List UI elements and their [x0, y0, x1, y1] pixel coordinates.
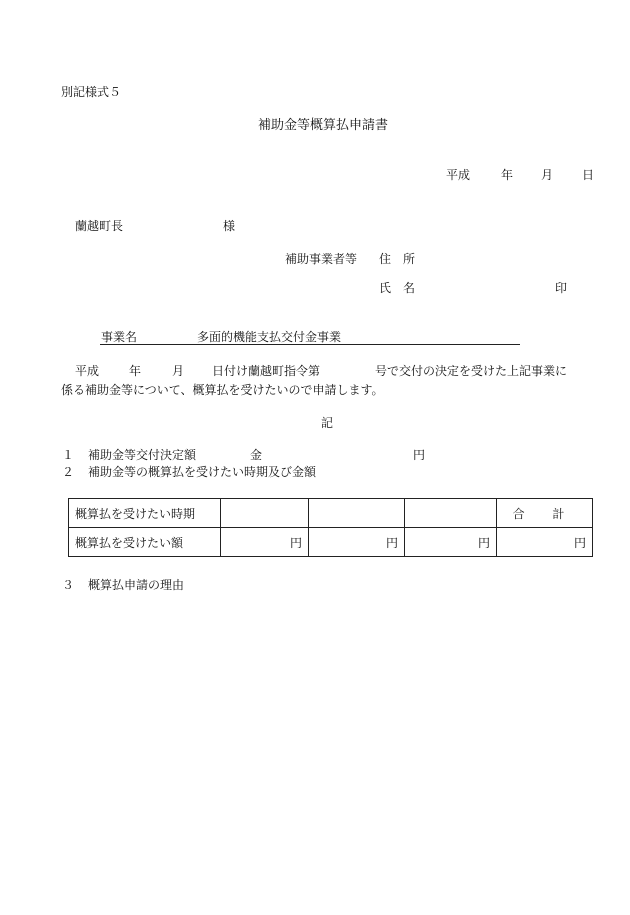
date-era: 平成 [446, 168, 471, 182]
applicant-address-label: 住 所 [379, 252, 416, 266]
body-rest: 号で交付の決定を受けた上記事業に [375, 364, 568, 378]
body-year: 年 [129, 364, 142, 378]
seal-mark: 印 [555, 281, 568, 295]
project-line [100, 330, 520, 345]
total-header-cell: 合 計 [497, 499, 593, 528]
amount-label-cell: 概算払を受けたい額 [69, 528, 221, 557]
date-year: 年 [501, 168, 514, 182]
ki-heading: 記 [321, 416, 334, 430]
amount-cell[interactable]: 円 [405, 528, 497, 557]
item-2-number: ２ [62, 465, 75, 479]
body-ref: 日付け蘭越町指令第 [212, 364, 321, 378]
timing-label-cell: 概算払を受けたい時期 [69, 499, 221, 528]
addressee-name: 蘭越町長 [75, 219, 124, 233]
form-number: 別記様式５ [61, 85, 122, 99]
timing-cell[interactable] [405, 499, 497, 528]
page-title: 補助金等概算払申請書 [258, 118, 389, 133]
date-month: 月 [541, 168, 554, 182]
table-row [69, 499, 593, 528]
project-value: 多面的機能支払交付金事業 [197, 330, 342, 344]
item-2-label: 補助金等の概算払を受けたい時期及び金額 [88, 465, 317, 479]
date-day: 日 [582, 168, 595, 182]
table-row [69, 528, 593, 557]
item-1-kin: 金 [250, 448, 263, 462]
item-3-number: ３ [62, 578, 75, 592]
body-month: 月 [172, 364, 185, 378]
applicant-role: 補助事業者等 [285, 252, 358, 266]
applicant-name-label: 氏 名 [379, 281, 416, 295]
timing-cell[interactable] [309, 499, 405, 528]
item-1-number: １ [62, 448, 75, 462]
item-1-label: 補助金等交付決定額 [88, 448, 197, 462]
advance-payment-table [68, 498, 593, 557]
total-amount-cell[interactable]: 円 [497, 528, 593, 557]
body-line2: 係る補助金等について、概算払を受けたいので申請します。 [61, 383, 384, 397]
item-1-yen: 円 [413, 448, 426, 462]
addressee-honorific: 様 [223, 219, 236, 233]
amount-cell[interactable]: 円 [309, 528, 405, 557]
item-3-label: 概算払申請の理由 [88, 578, 185, 592]
amount-cell[interactable]: 円 [221, 528, 309, 557]
body-era: 平成 [75, 364, 100, 378]
timing-cell[interactable] [221, 499, 309, 528]
project-label: 事業名 [101, 330, 138, 344]
